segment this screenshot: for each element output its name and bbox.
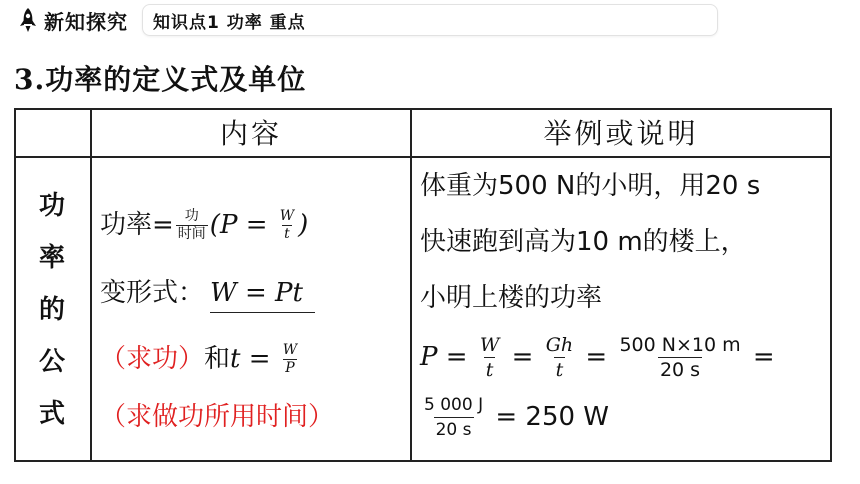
row-header [14, 158, 90, 461]
power-definition [100, 204, 308, 243]
calc-eq: = [511, 342, 534, 372]
calc-eq: = [752, 342, 775, 372]
page-subtitle: 3.功率的定义式及单位 [14, 63, 307, 96]
deformation-line [100, 272, 315, 313]
calc-frac-values: $\frac{500 N\times 10 m}{20 s}$ [619, 334, 741, 381]
word-fraction: $\frac{\text{功}}{\text{时间}}$ [177, 208, 206, 242]
formula-open: (P = [209, 210, 276, 240]
calc-result: = 250 W [495, 402, 610, 432]
section-title: 新知探究 [44, 9, 128, 34]
row-header-char: 率 [38, 242, 65, 273]
and-text: 和 [204, 344, 231, 374]
calc-eq: = [445, 342, 468, 372]
seek-work-note: （求功） [100, 344, 205, 374]
example-line-1: 体重为500 N的小明，用20 s [420, 171, 761, 201]
example-line-3: 小明上楼的功率 [420, 283, 603, 313]
knowledge-point-label: 知识点1 功率 重点 [153, 12, 306, 33]
seek-work-line [100, 338, 301, 377]
calc-eq: = [585, 342, 608, 372]
row-header-char: 式 [38, 398, 65, 429]
result-line [420, 388, 830, 446]
column-header-content: 内容 [219, 117, 282, 150]
explain-cell [420, 160, 830, 446]
row-header-char: 公 [38, 346, 65, 377]
calc-P: P [420, 342, 438, 372]
deform-formula: W = Pt [210, 278, 315, 313]
example-line-2: 快速跑到高为10 m的楼上， [420, 227, 747, 257]
column-header-explain: 举例或说明 [543, 117, 699, 150]
row-header-char: 功 [38, 190, 65, 221]
power-label: 功率= [100, 210, 174, 240]
header-bar [18, 4, 718, 36]
calc-frac-joule: $\frac{5 000 J}{20 s}$ [424, 395, 484, 440]
seek-time-note: （求做功所用时间） [100, 402, 335, 432]
t-fraction: $\frac{W}{P}$ [282, 342, 298, 376]
knowledge-point-box [142, 4, 718, 36]
t-equals: t = [230, 344, 279, 374]
formula-fraction: $\frac{W}{t}$ [279, 208, 295, 242]
rocket-icon [18, 7, 38, 33]
calculation-line [420, 326, 830, 388]
calc-frac-w-t: $\frac{W}{t}$ [479, 334, 500, 381]
formula-close: ) [298, 210, 309, 240]
deform-label: 变形式： [100, 278, 205, 308]
calc-frac-gh-t: $\frac{Gh}{t}$ [545, 334, 574, 381]
row-header-char: 的 [38, 294, 65, 325]
